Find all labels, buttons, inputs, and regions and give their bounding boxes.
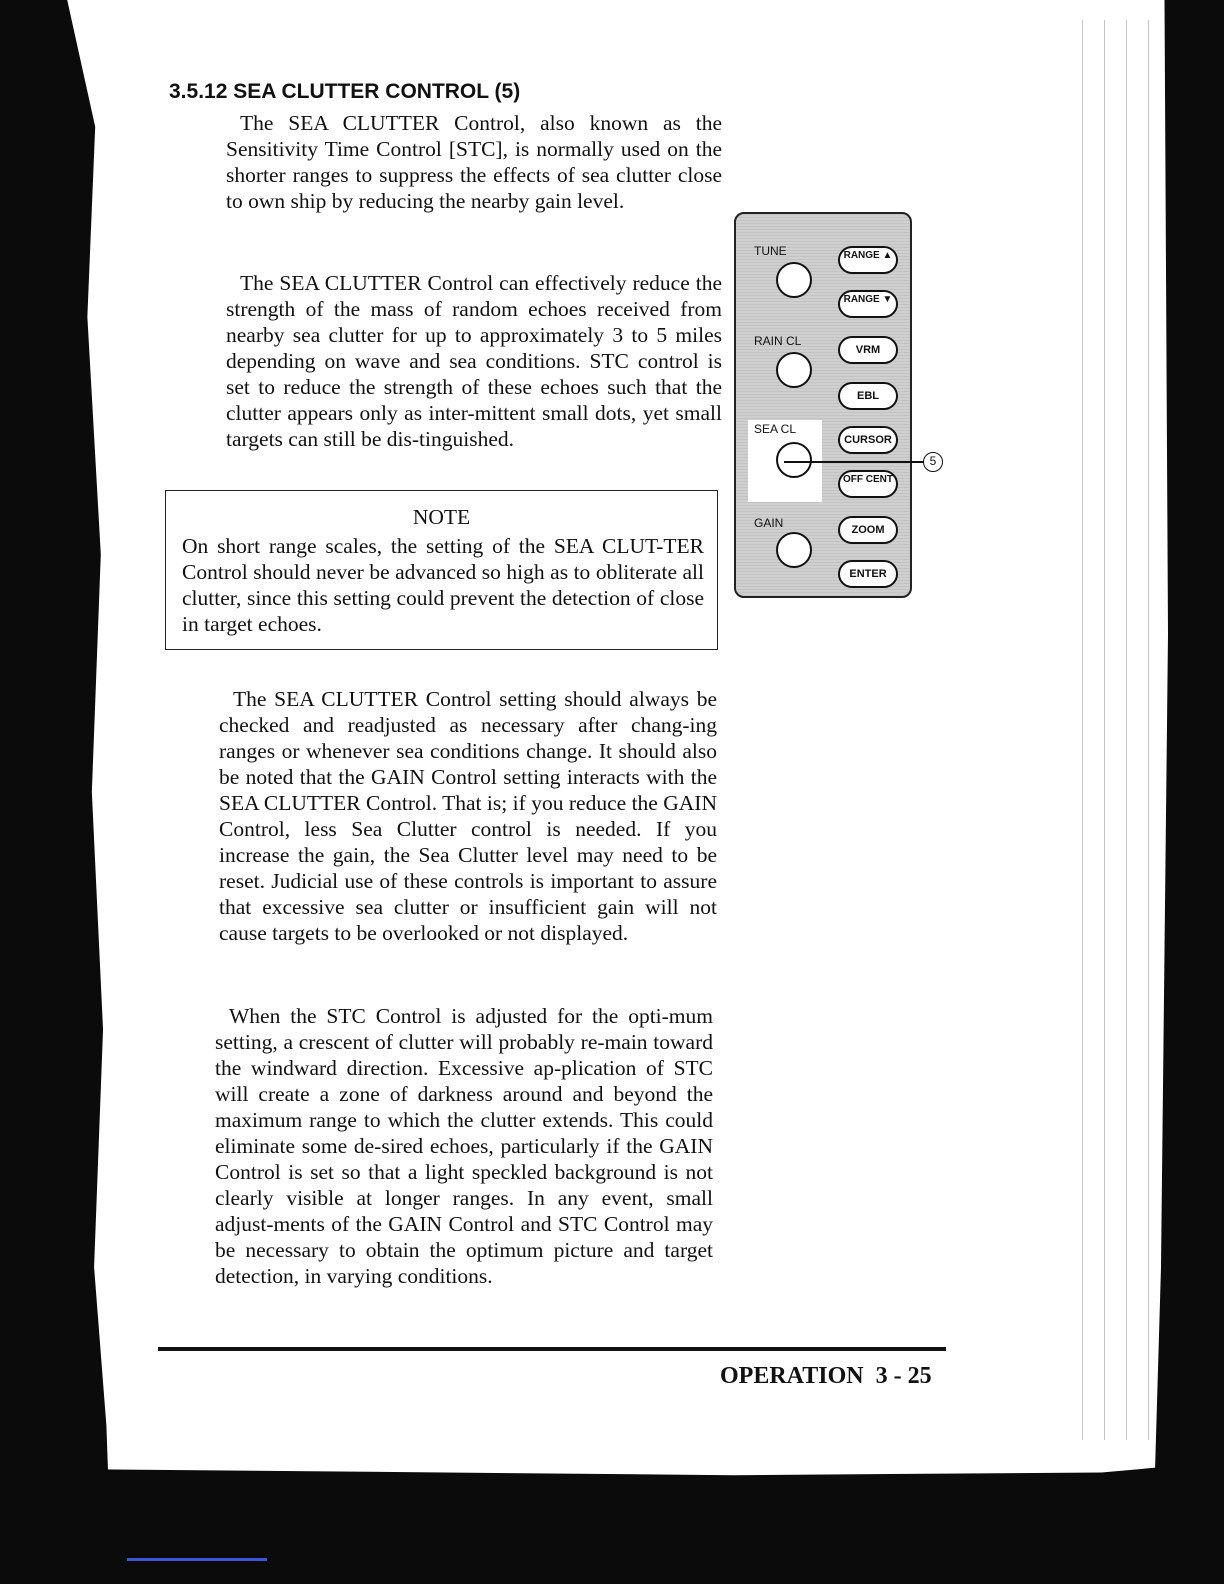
scan-left-edge <box>0 0 112 1584</box>
rain-cl-label: RAIN CL <box>754 334 802 348</box>
note-title: NOTE <box>412 505 471 529</box>
rain-cl-knob <box>776 352 812 388</box>
control-panel-figure <box>734 212 912 598</box>
paragraph-1: The SEA CLUTTER Control, also known as the Sensitivity Time Control [STC], is normally used on the shorter ranges to suppress the effects of sea clutter close to own ship by reducing the nearby gain level. <box>226 111 722 213</box>
page-footer <box>720 1363 932 1390</box>
page-number: 3 - 25 <box>875 1363 932 1389</box>
footer-section: OPERATION <box>720 1363 864 1389</box>
range-down-button: RANGE ▼ <box>838 290 898 318</box>
scan-right-edge <box>1154 0 1224 1584</box>
range-up-button: RANGE ▲ <box>838 246 898 274</box>
tune-label: TUNE <box>754 244 787 258</box>
off-cent-button: OFF CENT <box>838 470 898 498</box>
scan-artifact-line <box>127 1558 267 1561</box>
gain-knob <box>776 532 812 568</box>
enter-button: ENTER <box>838 560 898 588</box>
zoom-button: ZOOM <box>838 516 898 544</box>
callout-number: 5 <box>923 452 943 472</box>
sea-cl-knob <box>776 442 812 478</box>
vrm-button: VRM <box>838 336 898 364</box>
gain-label: GAIN <box>754 516 784 530</box>
callout-leader-line <box>784 461 924 463</box>
section-heading: 3.5.12 SEA CLUTTER CONTROL (5) <box>169 80 521 103</box>
tune-knob <box>776 262 812 298</box>
footer-rule <box>158 1347 946 1351</box>
note-box <box>165 490 718 650</box>
scan-right-lines <box>1070 20 1160 1440</box>
note-body: On short range scales, the setting of the SEA CLUT-TER Control should never be advanced so high as to obliterate all clutter, since this setting could prevent the detection of close in target echoes. <box>182 534 704 636</box>
scan-bottom-edge <box>0 1448 1224 1584</box>
paragraph-4: When the STC Control is adjusted for the opti-mum setting, a crescent of clutter will probably re-main toward the windward direction. Excessive ap-plication of STC will create a zone of darkness around and beyond the maximum range to which the clutter extends. This could eliminate some de-sired echoes, particularly if the GAIN Control is set so that a light speckled background is not clearly visible at longer ranges. In any event, small adjust-ments of the GAIN Control and STC Control may be necessary to obtain the optimum picture and target detection, in varying conditions. <box>215 1004 713 1288</box>
paragraph-3: The SEA CLUTTER Control setting should always be checked and readjusted as necessary after chang-ing ranges or whenever sea conditions change. It should also be noted that the GAIN Control setting interacts with the SEA CLUTTER Control. That is; if you reduce the GAIN Control, less Sea Clutter control is needed. If you increase the gain, the Sea Clutter level may need to be reset. Judicial use of these controls is important to assure that excessive sea clutter or insufficient gain will not cause targets to be overlooked or not displayed. <box>219 687 717 945</box>
ebl-button: EBL <box>838 382 898 410</box>
paragraph-2: The SEA CLUTTER Control can effectively reduce the strength of the mass of random echoes received from nearby sea clutter for up to approximately 3 to 5 miles depending on wave and sea conditions. STC control is set to reduce the strength of these echoes such that the clutter appears only as inter-mittent small dots, yet small targets can still be dis-tinguished. <box>226 271 722 451</box>
cursor-button: CURSOR <box>838 426 898 454</box>
sea-cl-label: SEA CL <box>754 422 797 436</box>
